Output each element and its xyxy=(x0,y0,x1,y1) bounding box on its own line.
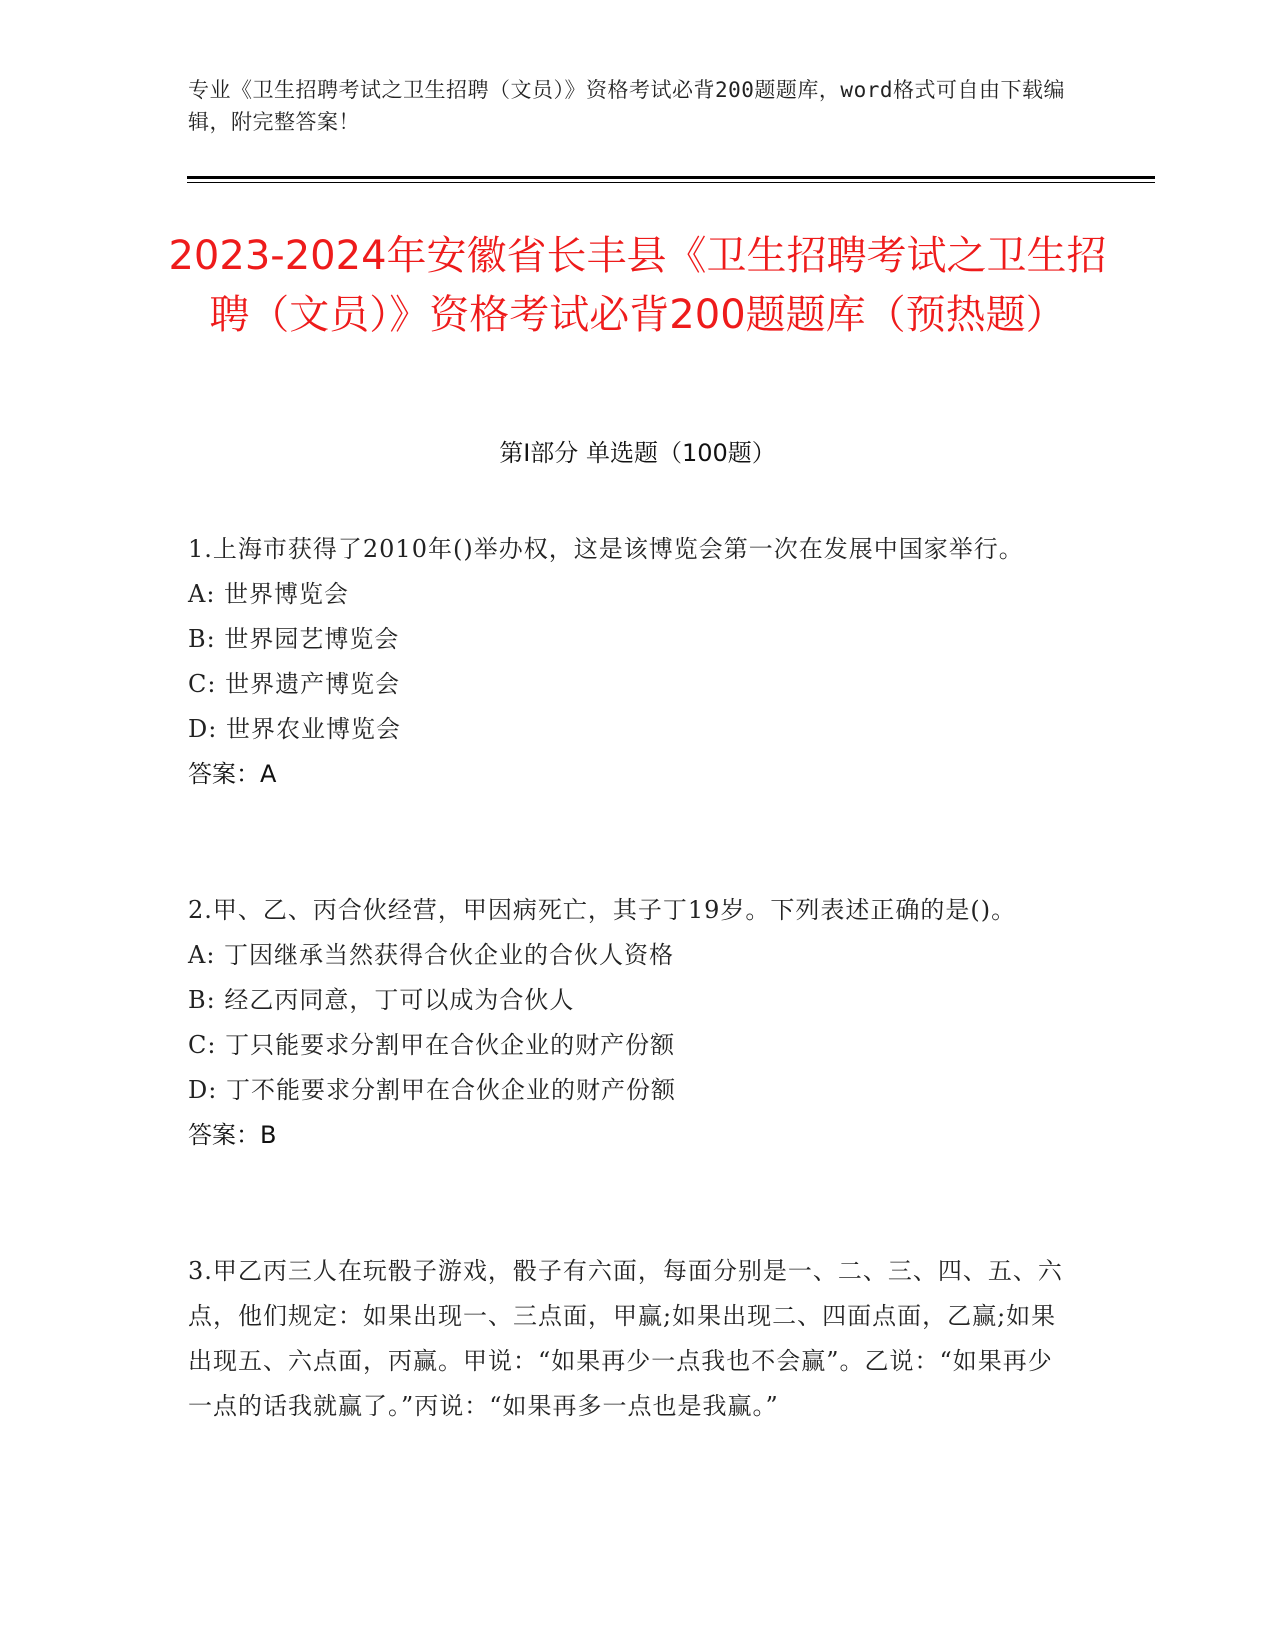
option-b: B: 经乙丙同意，丁可以成为合伙人 xyxy=(188,986,575,1014)
option-d: D: 丁不能要求分割甲在合伙企业的财产份额 xyxy=(188,1076,676,1104)
question-1 xyxy=(188,527,1068,797)
option-a: A: 世界博览会 xyxy=(188,580,350,608)
question-2 xyxy=(188,888,1068,1158)
answer: 答案：A xyxy=(188,760,277,788)
document-title: 2023-2024年安徽省长丰县《卫生招聘考试之卫生招聘（文员）》资格考试必背200题题库（预热题） xyxy=(168,233,1107,338)
option-b: B: 世界园艺博览会 xyxy=(188,625,400,653)
option-c: C: 丁只能要求分割甲在合伙企业的财产份额 xyxy=(188,1031,676,1059)
option-d: D: 世界农业博览会 xyxy=(188,715,401,743)
section-title: 第I部分 单选题（100题） xyxy=(499,439,776,467)
question-stem: 3.甲乙丙三人在玩骰子游戏，骰子有六面，每面分别是一、二、三、四、五、六点，他们规定：如果出现一、三点面，甲赢;如果出现二、四面点面，乙赢;如果出现五、六点面，丙赢。甲说：“如果再少一点我也不会赢”。乙说：“如果再少一点的话我就赢了。”丙说：“如果再多一点也是我赢。” xyxy=(188,1257,1063,1420)
header-note: 专业《卫生招聘考试之卫生招聘（文员）》资格考试必背200题题库，word格式可自由下载编辑，附完整答案！ xyxy=(188,78,1065,134)
answer: 答案：B xyxy=(188,1121,277,1149)
option-c: C: 世界遗产博览会 xyxy=(188,670,401,698)
header-divider-thin xyxy=(187,182,1155,183)
question-3 xyxy=(188,1249,1068,1429)
question-stem: 1.上海市获得了2010年()举办权，这是该博览会第一次在发展中国家举行。 xyxy=(188,535,1024,563)
question-stem: 2.甲、乙、丙合伙经营，甲因病死亡，其子丁19岁。下列表述正确的是()。 xyxy=(188,896,1017,924)
header-divider-thick xyxy=(187,176,1155,179)
option-a: A: 丁因继承当然获得合伙企业的合伙人资格 xyxy=(188,941,675,969)
